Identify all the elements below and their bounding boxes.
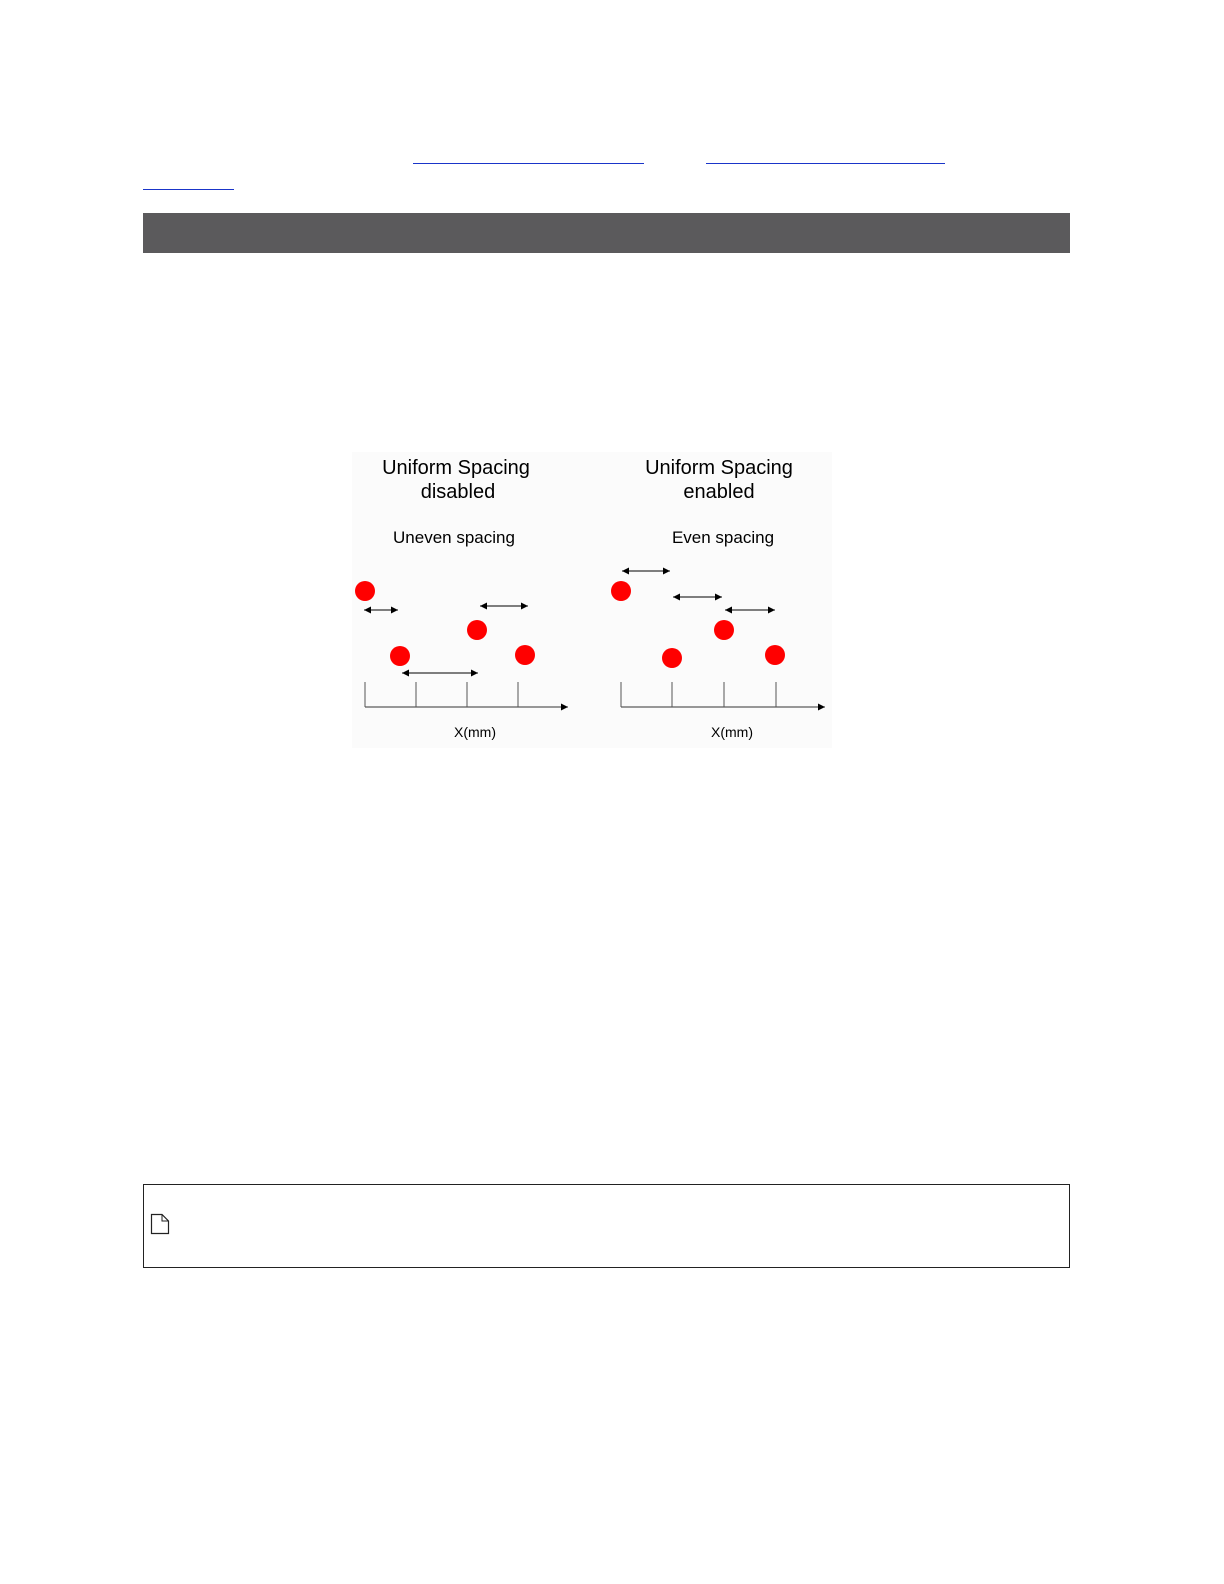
right-dot-4 [765, 645, 785, 665]
hyperlink-underline-2[interactable] [706, 163, 945, 164]
left-title-line2: disabled [420, 481, 496, 503]
right-axis [621, 682, 825, 707]
right-axis-label: X(mm) [711, 724, 753, 740]
left-axis [365, 682, 568, 707]
right-title-line1: Uniform Spacing [645, 457, 793, 479]
uniform-spacing-figure [352, 452, 832, 748]
left-dot-1 [355, 581, 375, 601]
right-dot-1 [611, 581, 631, 601]
left-axis-label: X(mm) [454, 724, 496, 740]
right-dot-2 [662, 648, 682, 668]
right-dot-3 [714, 620, 734, 640]
right-title-line2: enabled [683, 481, 755, 503]
left-dot-3 [467, 620, 487, 640]
left-subtitle: Uneven spacing [393, 528, 515, 547]
note-box [143, 1184, 1070, 1268]
section-header-bar [143, 213, 1070, 253]
left-dot-2 [390, 646, 410, 666]
hyperlink-underline-3[interactable] [143, 189, 234, 190]
hyperlink-underline-1[interactable] [413, 163, 644, 164]
left-dot-4 [515, 645, 535, 665]
document-icon [150, 1213, 170, 1235]
left-title-line1: Uniform Spacing [382, 457, 530, 479]
right-subtitle: Even spacing [671, 528, 775, 547]
